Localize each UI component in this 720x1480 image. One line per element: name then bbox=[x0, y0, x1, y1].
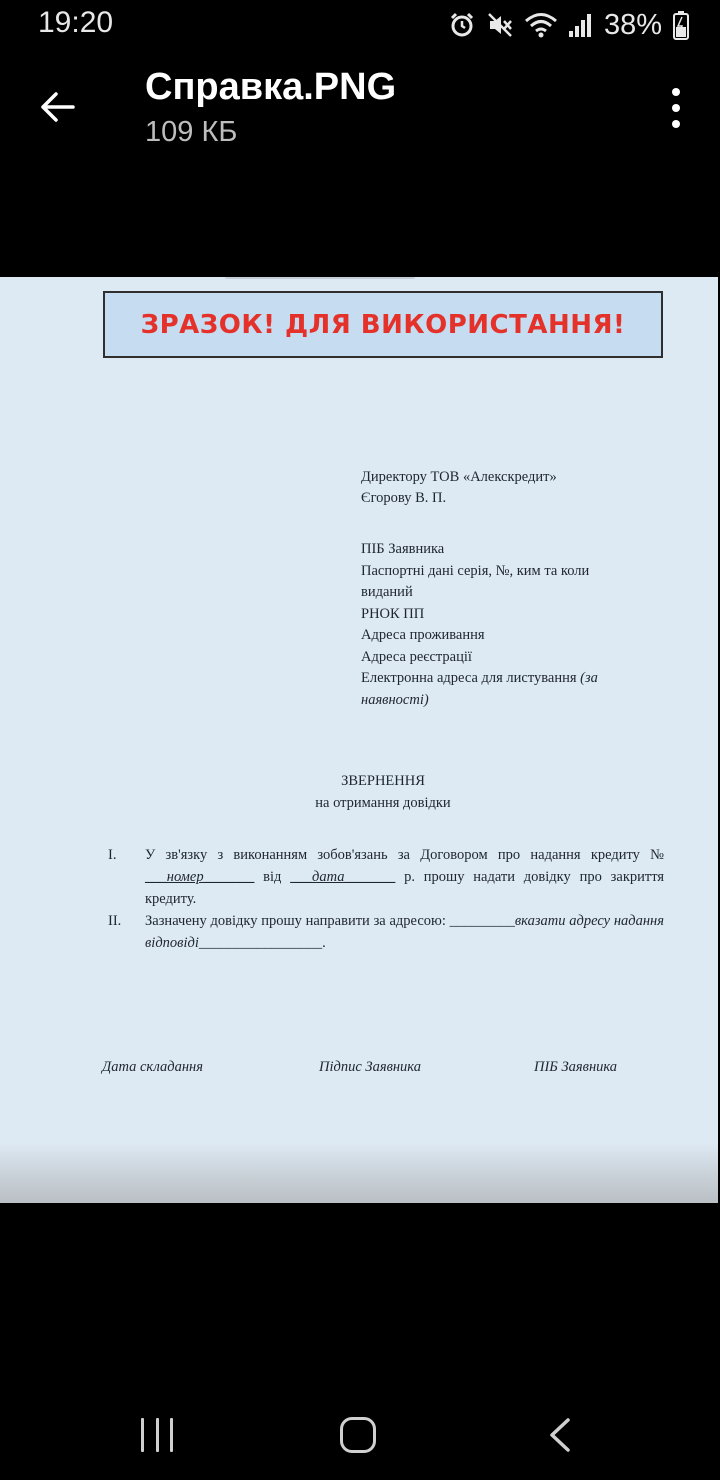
app-header bbox=[0, 56, 720, 166]
banner-text: ЗРАЗОК! ДЛЯ ВИКОРИСТАННЯ! bbox=[140, 309, 626, 340]
applicant-block bbox=[361, 539, 666, 711]
applicant-line: виданий bbox=[361, 584, 413, 600]
status-bar bbox=[0, 0, 720, 50]
addressee-block bbox=[361, 467, 557, 509]
address-blank: _________вказати адресу надання відповіді_________________ bbox=[145, 913, 664, 951]
more-options-button[interactable] bbox=[656, 80, 696, 136]
mute-icon bbox=[486, 11, 514, 39]
file-size: 109 КБ bbox=[145, 116, 238, 148]
cropped-text-remnant bbox=[225, 277, 415, 279]
battery-percent: 38% bbox=[603, 8, 662, 41]
recent-apps-button[interactable] bbox=[141, 1418, 173, 1452]
email-note: (за bbox=[580, 670, 598, 686]
contract-number-blank: ___номер_______ bbox=[145, 869, 255, 885]
email-note-cont: наявності) bbox=[361, 691, 429, 708]
arrow-left-icon bbox=[39, 91, 75, 123]
wifi-icon bbox=[524, 11, 558, 39]
item-number: I. bbox=[108, 847, 117, 863]
addressee-line: Директору ТОВ «Алекскредит» bbox=[361, 469, 557, 485]
battery-icon bbox=[672, 10, 690, 40]
request-items bbox=[108, 844, 664, 954]
applicant-line: Адреса проживання bbox=[361, 627, 485, 643]
signature-label: Підпис Заявника bbox=[319, 1059, 421, 1075]
signal-icon bbox=[568, 11, 594, 39]
list-item: II. Зазначену довідку прошу направити за адресою: _________вказати адресу надання відповіді_________________. bbox=[108, 910, 664, 954]
document-title: ЗВЕРНЕННЯ bbox=[341, 773, 425, 789]
addressee-line: Єгорову В. П. bbox=[361, 490, 447, 506]
signature-name-label: ПІБ Заявника bbox=[534, 1059, 618, 1075]
sample-banner bbox=[103, 291, 663, 358]
status-time: 19:20 bbox=[38, 6, 114, 39]
applicant-line: РНОК ПП bbox=[361, 605, 425, 622]
document-subtitle: на отримання довідки bbox=[315, 795, 451, 811]
back-button[interactable] bbox=[32, 82, 82, 132]
alarm-icon bbox=[448, 11, 476, 39]
more-vertical-icon bbox=[672, 88, 680, 96]
navigation-bar bbox=[0, 1392, 720, 1480]
image-viewer[interactable] bbox=[0, 277, 718, 1203]
status-icons bbox=[448, 8, 690, 42]
nav-back-button[interactable] bbox=[546, 1418, 574, 1452]
file-title: Справка.PNG bbox=[145, 66, 397, 108]
document-title-block bbox=[103, 770, 663, 814]
applicant-line: Адреса реєстрації bbox=[361, 648, 472, 665]
signature-date-label: Дата складання bbox=[102, 1059, 203, 1075]
item-number: II. bbox=[108, 913, 122, 929]
applicant-line: ПІБ Заявника bbox=[361, 541, 445, 557]
applicant-line: Паспортні дані серія, №, ким та коли bbox=[361, 562, 590, 579]
list-item: I. У зв'язку з виконанням зобов'язань за Договором про надання кредиту № ___номер_______ від ___дата_______ р. прошу надати довідку про закриття кредиту. bbox=[108, 844, 664, 910]
contract-date-blank: ___дата_______ bbox=[290, 869, 396, 885]
email-label: Електронна адреса для листування bbox=[361, 670, 577, 686]
home-button[interactable] bbox=[340, 1417, 376, 1453]
applicant-email-line bbox=[361, 668, 666, 690]
